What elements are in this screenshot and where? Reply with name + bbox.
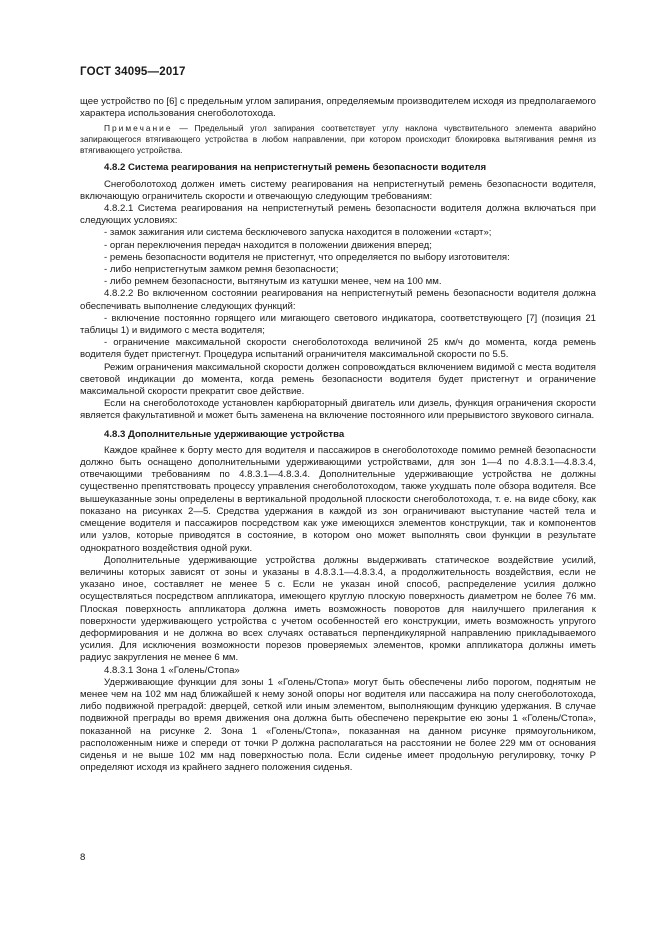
note-text: — Предельный угол запирания соответствует углу наклона чувствительного элемента аварийно запирающегося втягивающего устройства в любом направлении, при котором происходит блокировка вытягивания ремня из втягивающего устройства. [80,123,596,156]
note-label: Примечание [104,123,173,134]
document-header: ГОСТ 34095—2017 [80,66,186,78]
paragraph-engine: Если на снегоболотоходе установлен карбюраторный двигатель или дизель, функция ограничения скорости является факультативной и может быть заменена на включение постоянного или прерывистого звукового сигнала. [80,398,596,422]
section-heading-4-8-3: 4.8.3 Дополнительные удерживающие устройства [104,428,345,440]
section-heading-4-8-2: 4.8.2 Система реагирования на непристегнутый ремень безопасности водителя [104,162,487,174]
note [80,123,596,156]
paragraph-4-8-2-2: 4.8.2.2 Во включенном состоянии реагирования на непристегнутый ремень безопасности водителя должна обеспечивать выполнение следующих функций: [80,288,596,312]
list-item: - орган переключения передач находится в положении движения вперед; [104,239,432,251]
list-item: - либо непристегнутым замком ремня безопасности; [104,264,339,276]
list-item: - ремень безопасности водителя не пристегнут, что определяется по выбору изготовителя: [104,251,510,263]
paragraph-speed-mode: Режим ограничения максимальной скорости должен сопровождаться включением видимой с места водителя световой индикации до момента, когда ремень безопасности водителя будет пристегнут и ограничение максимальной скорости прекратит свое действие. [80,361,596,398]
paragraph-continuation: щее устройство по [6] с предельным углом запирания, определяемым производителем исходя из предполагаемого характера использования снегоболотохода. [80,96,596,120]
paragraph-intro: Снегоболотоход должен иметь систему реагирования на непристегнутый ремень безопасности водителя, включающую ограничитель скорости и отвечающую следующим требованиям: [80,178,596,202]
page-number: 8 [80,852,86,863]
paragraph-forces: Дополнительные удерживающие устройства должны выдерживать статическое воздействие усилий, величины которых зависят от зоны и указаны в 4.8.3.1—4.8.3.4, а продолжительность воздействия, если не указано иное, составляет не менее 5 с. Если не указан иной способ, распределение усилия должно осуществляться посредством аппликатора, имеющего круглую плоскую поверхность диаметром не более 76 мм. Плоская поверхность аппликатора должна иметь возможность поворотов для наилучшего прилегания к поверхности удерживающего устройства с учетом особенностей его конструкции, иметь возможность упругого деформирования и не должна во всех случаях оставаться перпендикулярной направлению прикладываемого усилия. Для исключения возможности порезов проверяемых элементов, кромки аппликатора должны иметь радиус закругления не менее 6 мм. [80,554,596,664]
paragraph-seats: Каждое крайнее к борту место для водителя и пассажиров в снегоболотоходе помимо ремней безопасности должно быть оснащено дополнительными удерживающими устройствами, для зон 1—4 по 4.8.3.1—4.8.3.4, отвечающими требованиям по 4.8.3.1—4.8.3.4. Дополнительные удерживающие устройства не должны существенно препятствовать процессу управления снегоболотоходом, также ухудшать поле обзора водителя. Все вышеуказанные зоны определены в вертикальной продольной плоскости снегоболотохода, т. е. на виде сбоку, как показано на рисунках 2—5. Средства удержания в каждой из зон ограничивают выступание частей тела и смещение водителя и пассажиров посредством как уже имеющихся элементов конструкции, так и компонентов или узлов, которые приводятся в состояние, в котором оно может выполнять свои функции в результате однократного воздействия одной руки. [80,444,596,554]
document-body [80,96,596,774]
paragraph-4-8-3-1: 4.8.3.1 Зона 1 «Голень/Стопа» [104,664,240,676]
list-item: - ограничение максимальной скорости снегоболотохода величиной 25 км/ч до момента, когда ремень водителя будет пристегнут. Процедура испытаний ограничителя максимальной скорости по 5.5. [80,337,596,361]
list-item: - либо ремнем безопасности, вытянутым из катушки менее, чем на 100 мм. [104,276,442,288]
paragraph-4-8-2-1: 4.8.2.1 Система реагирования на непристегнутый ремень безопасности водителя должна включаться при следующих условиях: [80,203,596,227]
list-item: - включение постоянно горящего или мигающего светового индикатора, соответствующего [7] (позиция 21 таблицы 1) и видимого с места водителя; [80,312,596,337]
paragraph-zone-1: Удерживающие функции для зоны 1 «Голень/Стопа» могут быть обеспечены либо порогом, поднятым не менее чем на 102 мм над ближайшей к нему зоной опоры ног водителя или пассажира на полу снегоболотохода, либо подвижной преградой: дверцей, сеткой или иным элементом, выполняющим функцию удержания. В случае подвижной преграды во время движения она должна быть обеспечено перекрытие ею зоны 1 «Голень/Стопа», показанной на рисунке 2. Зона 1 «Голень/Стопа», показанная на данном рисунке прямоугольником, расположенным ниже и спереди от точки P должна располагаться на расстоянии не более 229 мм от основания сиденья и не выше 102 мм над поверхностью пола. Если сиденье имеет продольную регулировку, точку P определяют исходя из крайнего заднего положения сиденья. [80,676,596,774]
list-item: - замок зажигания или система бесключевого запуска находится в положении «старт»; [104,227,492,239]
